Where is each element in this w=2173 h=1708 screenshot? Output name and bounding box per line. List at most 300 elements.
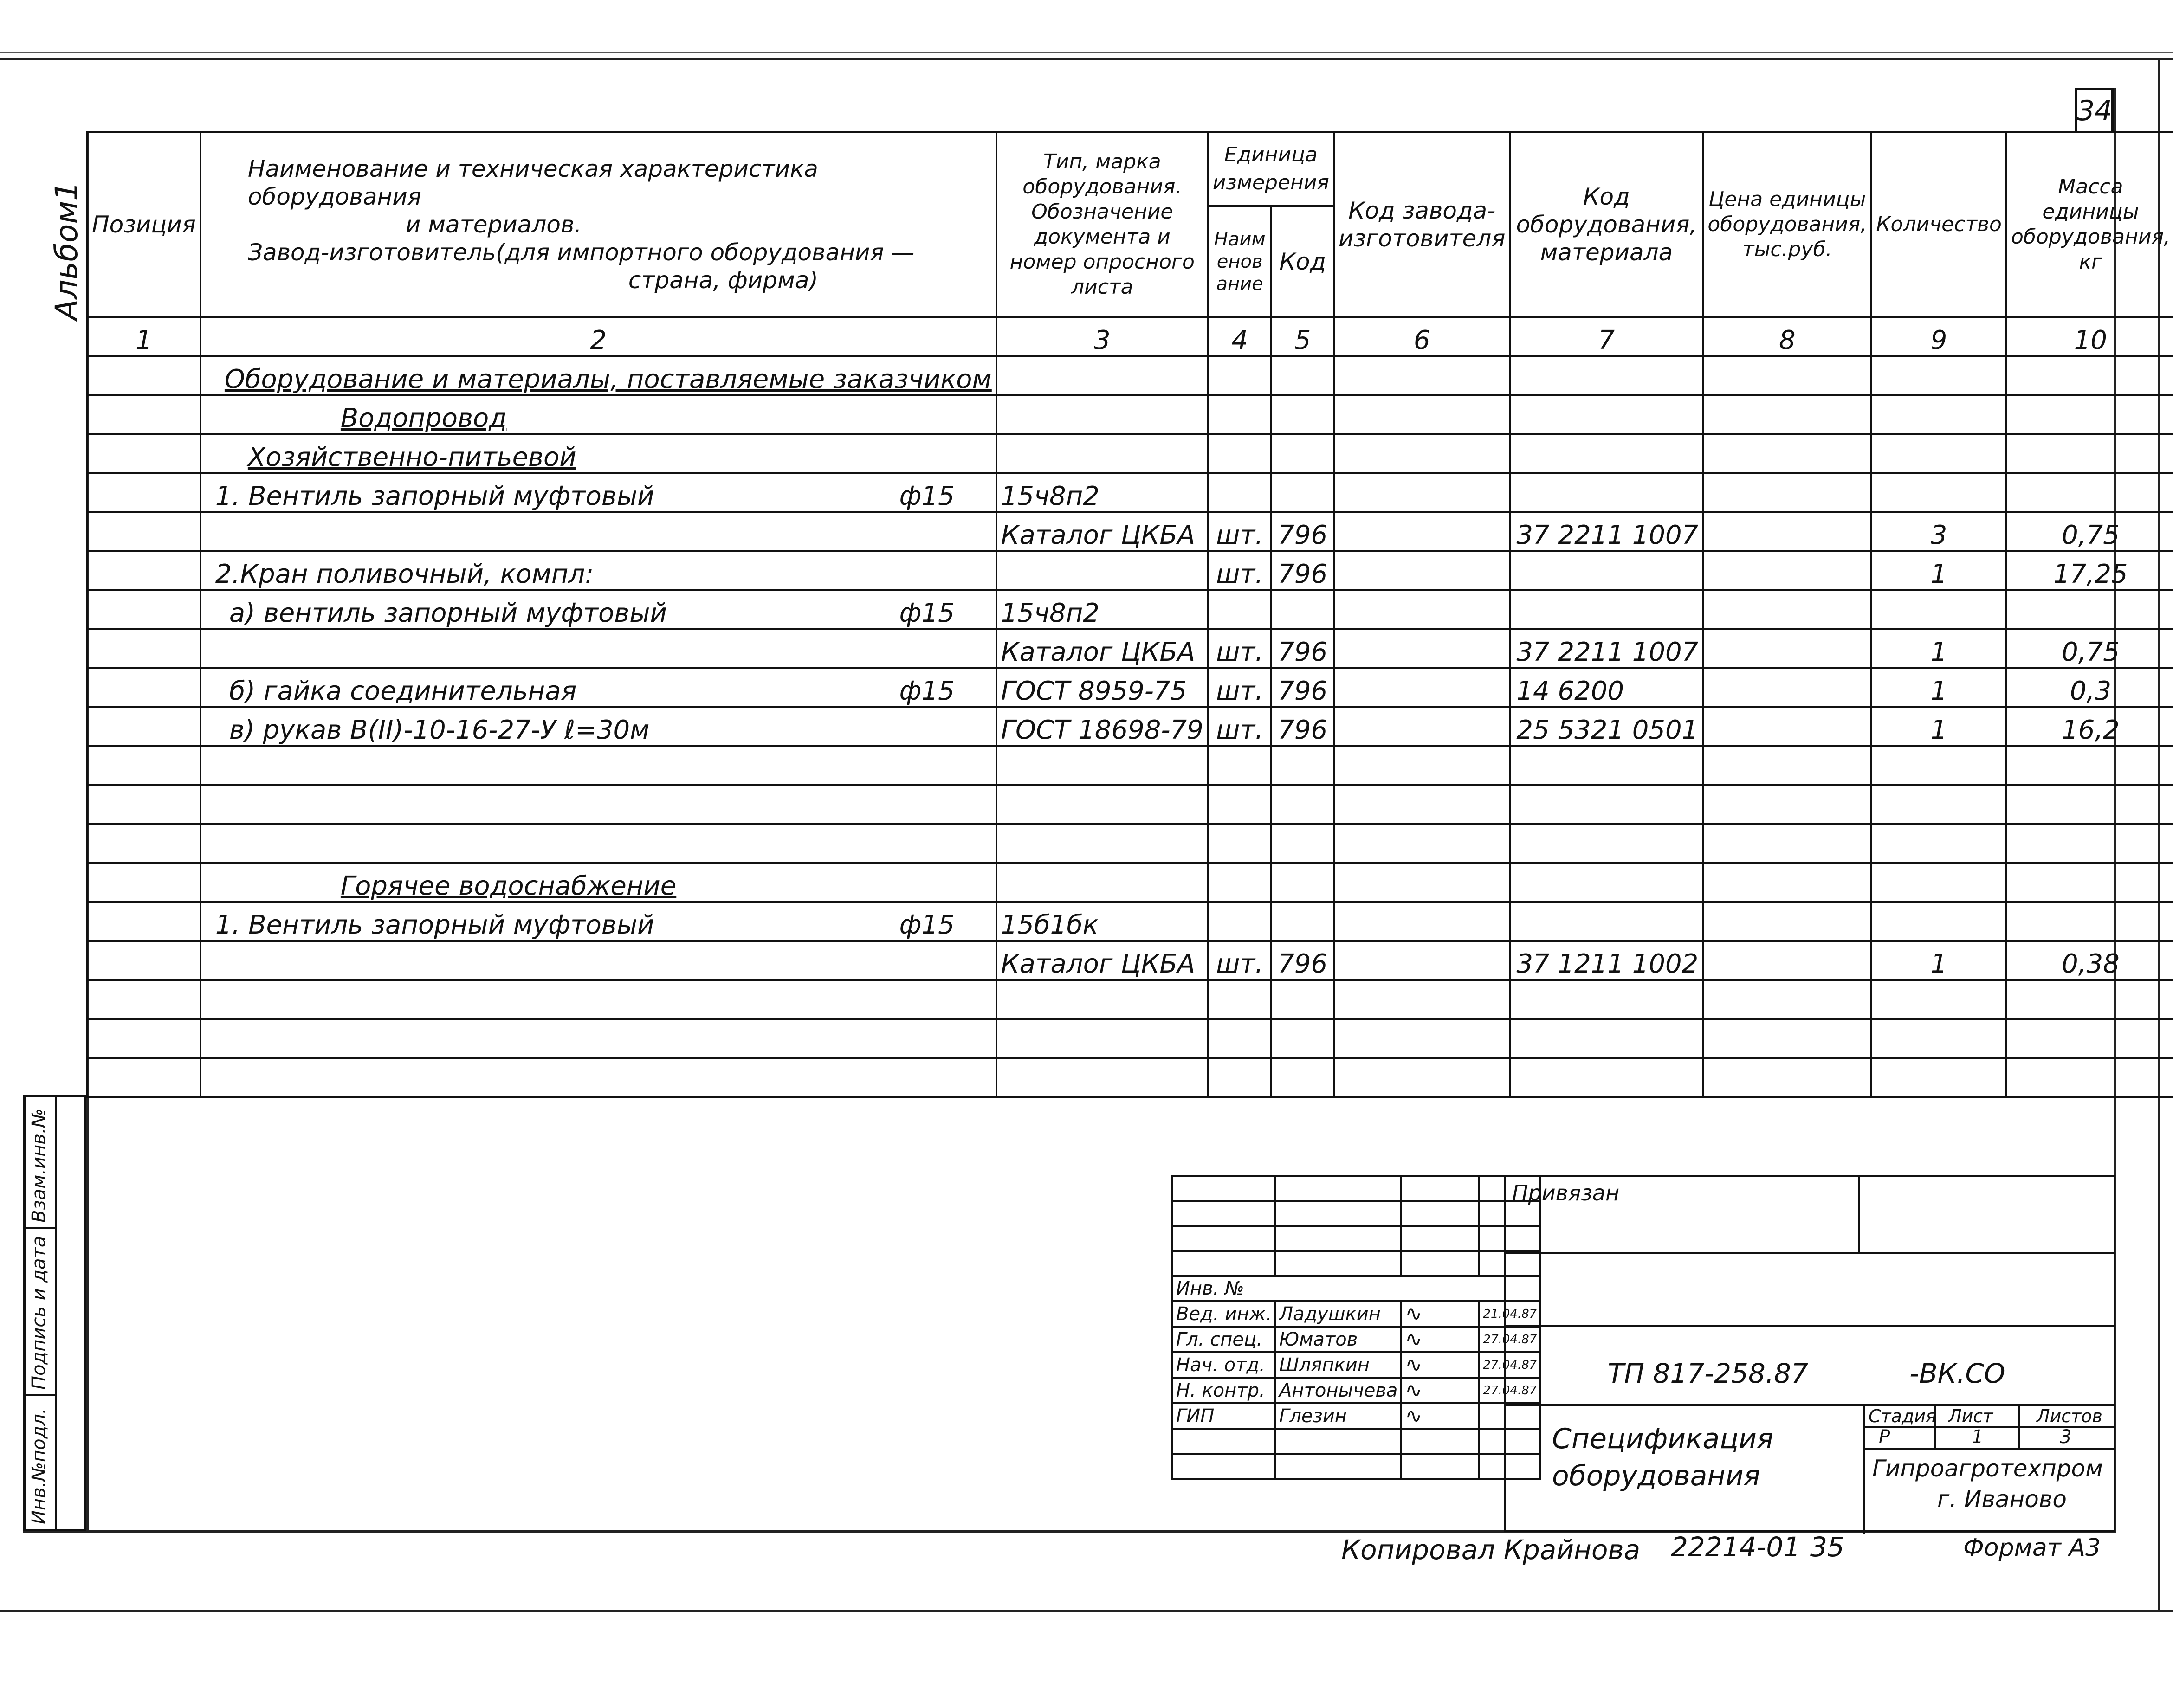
cell-position — [87, 668, 200, 707]
cell-name — [200, 356, 996, 395]
cell-name — [200, 629, 996, 668]
signature-cell — [1401, 1378, 1479, 1403]
handwritten-signature-icon: ∿ — [1405, 1302, 1423, 1326]
cell-material-code — [1510, 746, 1703, 785]
cell-plant-code — [1334, 473, 1510, 512]
cell-mass — [2006, 1019, 2173, 1058]
title-right-block — [1504, 1175, 2115, 1532]
cell-position — [87, 590, 200, 629]
cell-plant-code — [1334, 434, 1510, 473]
title-h1 — [1506, 1252, 2114, 1254]
item-diameter: ф15 — [899, 481, 955, 511]
cell-position — [87, 512, 200, 551]
cell-unit-code — [1271, 473, 1333, 512]
header-row-1 — [87, 132, 2173, 206]
specification-body — [87, 356, 2173, 1097]
cell-position — [87, 473, 200, 512]
item-name: Оборудование и материалы, поставляемые заказчиком — [224, 364, 992, 394]
copied-by: Копировал Крайнова — [1341, 1534, 1641, 1566]
cell-material-code: 37 2211 1007 — [1510, 629, 1703, 668]
cell-type: 15б1бк — [996, 902, 1208, 941]
cell-unit-name — [1208, 863, 1272, 902]
cell-mass — [2006, 980, 2173, 1019]
cell-mass — [2006, 785, 2173, 824]
handwritten-signature-icon: ∿ — [1405, 1379, 1423, 1402]
handwritten-signature-icon: ∿ — [1405, 1328, 1423, 1351]
sheets-value: 3 — [2060, 1426, 2072, 1448]
cell-name — [200, 941, 996, 980]
cell-quantity — [1871, 980, 2006, 1019]
sheet-label: Лист — [1948, 1406, 1993, 1426]
cell-position — [87, 1019, 200, 1058]
top-border-line-outer — [0, 52, 2173, 53]
cell-material-code — [1510, 980, 1703, 1019]
cell-plant-code — [1334, 824, 1510, 863]
colnum-6: 6 — [1334, 317, 1510, 356]
cell-mass — [2006, 395, 2173, 434]
item-name: 1. Вентиль запорный муфтовый — [215, 910, 654, 940]
table-row — [87, 824, 2173, 863]
cell-quantity — [1871, 590, 2006, 629]
cell-material-code — [1510, 863, 1703, 902]
cell-type: Каталог ЦКБА — [996, 629, 1208, 668]
cell-mass — [2006, 356, 2173, 395]
colnum-2: 2 — [200, 317, 996, 356]
cell-material-code — [1510, 590, 1703, 629]
cell-unit-code: 796 — [1271, 629, 1333, 668]
colnum-10: 10 — [2006, 317, 2173, 356]
header-mass: Масса единицы оборудования, кг — [2006, 132, 2173, 317]
table-row — [87, 941, 2173, 980]
cell-name — [200, 863, 996, 902]
item-name: Хозяйственно-питьевой — [247, 442, 576, 472]
table-row — [87, 434, 2173, 473]
top-border-line — [0, 58, 2173, 60]
stage-grid-h — [1865, 1426, 2114, 1428]
cell-name — [200, 1019, 996, 1058]
cell-unit-code: 796 — [1271, 512, 1333, 551]
role-cell: Нач. отд. — [1172, 1352, 1275, 1378]
cell-unit-code — [1271, 1058, 1333, 1097]
header-quantity: Количество — [1871, 132, 2006, 317]
signature-row — [1172, 1352, 1540, 1378]
cell-type — [996, 824, 1208, 863]
signature-cell — [1401, 1403, 1479, 1429]
cell-quantity: 1 — [1871, 668, 2006, 707]
side-stamp-vzam: Взам.инв.№ — [28, 1108, 50, 1223]
cell-type: ГОСТ 8959-75 — [996, 668, 1208, 707]
cell-quantity — [1871, 824, 2006, 863]
cell-mass: 16,2 — [2006, 707, 2173, 746]
signature-row — [1172, 1327, 1540, 1352]
title-h2 — [1506, 1325, 2114, 1327]
header-name-line2: и материалов. — [405, 211, 582, 238]
cell-unit-name: шт. — [1208, 512, 1272, 551]
header-material-code: Код оборудования, материала — [1510, 132, 1703, 317]
name-cell: Глезин — [1275, 1403, 1401, 1429]
cell-name — [200, 590, 996, 629]
role-cell: Н. контр. — [1172, 1378, 1275, 1403]
name-cell: Юматов — [1275, 1327, 1401, 1352]
cell-material-code — [1510, 473, 1703, 512]
cell-quantity — [1871, 1058, 2006, 1097]
bottom-border-line — [0, 1610, 2173, 1612]
order-number: 22214-01 — [1671, 1531, 1801, 1563]
colnum-9: 9 — [1871, 317, 2006, 356]
cell-plant-code — [1334, 551, 1510, 590]
cell-type: ГОСТ 18698-79 — [996, 707, 1208, 746]
role-cell: Гл. спец. — [1172, 1327, 1275, 1352]
signature-rows — [1172, 1301, 1540, 1429]
cell-unit-code — [1271, 434, 1333, 473]
cell-position — [87, 746, 200, 785]
table-row — [87, 863, 2173, 902]
colnum-5: 5 — [1271, 317, 1333, 356]
cell-type — [996, 356, 1208, 395]
stage-grid-h2 — [1865, 1448, 2114, 1450]
doc-title-line2: оборудования — [1552, 1460, 1760, 1492]
colnum-8: 8 — [1703, 317, 1871, 356]
cell-type: Каталог ЦКБА — [996, 941, 1208, 980]
cell-unit-code — [1271, 590, 1333, 629]
column-number-row — [87, 317, 2173, 356]
cell-unit-code: 796 — [1271, 551, 1333, 590]
cell-name — [200, 395, 996, 434]
cell-mass: 0,38 — [2006, 941, 2173, 980]
specification-table — [86, 131, 2173, 1098]
cell-unit-name — [1208, 980, 1272, 1019]
cell-name — [200, 902, 996, 941]
cell-name — [200, 1058, 996, 1097]
cell-price — [1703, 473, 1871, 512]
table-row — [87, 395, 2173, 434]
cell-plant-code — [1334, 590, 1510, 629]
cell-plant-code — [1334, 512, 1510, 551]
table-row — [87, 1019, 2173, 1058]
cell-quantity: 3 — [1871, 512, 2006, 551]
name-cell: Антонычева — [1275, 1378, 1401, 1403]
cell-price — [1703, 863, 1871, 902]
cell-unit-name — [1208, 824, 1272, 863]
privyazan-label: Привязан — [1512, 1180, 1620, 1205]
item-name: в) рукав В(II)-10-16-27-У ℓ=30м — [229, 715, 650, 745]
side-stamp-inv: Инв.№подл. — [28, 1408, 50, 1524]
table-row — [87, 707, 2173, 746]
cell-price — [1703, 941, 1871, 980]
item-name: 2.Кран поливочный, компл: — [215, 559, 594, 589]
cell-type — [996, 395, 1208, 434]
stage-grid — [1865, 1406, 2114, 1448]
signature-table — [1171, 1175, 1541, 1480]
handwritten-signature-icon: ∿ — [1405, 1404, 1423, 1428]
header-type: Тип, марка оборудования. Обозначение документа и номер опросного листа — [996, 132, 1208, 317]
doc-title-line1: Спецификация — [1552, 1423, 1774, 1455]
cell-unit-code: 796 — [1271, 941, 1333, 980]
cell-quantity — [1871, 746, 2006, 785]
cell-unit-name — [1208, 395, 1272, 434]
cell-price — [1703, 785, 1871, 824]
cell-material-code: 25 5321 0501 — [1510, 707, 1703, 746]
cell-position — [87, 902, 200, 941]
cell-mass — [2006, 590, 2173, 629]
signature-cell — [1401, 1327, 1479, 1352]
cell-name — [200, 473, 996, 512]
item-name: б) гайка соединительная — [229, 676, 577, 706]
cell-quantity — [1871, 473, 2006, 512]
cell-material-code — [1510, 824, 1703, 863]
table-row — [87, 512, 2173, 551]
cell-mass: 0,75 — [2006, 629, 2173, 668]
cell-plant-code — [1334, 395, 1510, 434]
cell-price — [1703, 395, 1871, 434]
header-name-line1: Наименование и техническая характеристика оборудования — [247, 155, 818, 210]
cell-unit-code: 796 — [1271, 707, 1333, 746]
table-row — [87, 980, 2173, 1019]
cell-position — [87, 356, 200, 395]
cell-type: 15ч8п2 — [996, 590, 1208, 629]
cell-material-code — [1510, 1058, 1703, 1097]
signature-cell — [1401, 1352, 1479, 1378]
cell-unit-name — [1208, 434, 1272, 473]
side-stamp-h2 — [26, 1394, 55, 1396]
cell-price — [1703, 434, 1871, 473]
cell-unit-name: шт. — [1208, 629, 1272, 668]
format-label: Формат А3 — [1963, 1534, 2101, 1562]
cell-position — [87, 785, 200, 824]
cell-quantity — [1871, 356, 2006, 395]
header-unit-group: Единица измерения — [1208, 132, 1334, 206]
cell-quantity: 1 — [1871, 551, 2006, 590]
cell-quantity — [1871, 434, 2006, 473]
cell-mass — [2006, 473, 2173, 512]
cell-plant-code — [1334, 746, 1510, 785]
cell-material-code — [1510, 395, 1703, 434]
cell-unit-code — [1271, 785, 1333, 824]
header-name-line3: Завод-изготовитель(для импортного оборудования — — [247, 239, 915, 266]
stage-label: Стадия — [1869, 1406, 1936, 1426]
cell-position — [87, 824, 200, 863]
header-name — [200, 132, 996, 317]
cell-name — [200, 785, 996, 824]
cell-mass — [2006, 824, 2173, 863]
cell-unit-code — [1271, 902, 1333, 941]
cell-unit-name — [1208, 473, 1272, 512]
cell-unit-code: 796 — [1271, 668, 1333, 707]
footer-page: 35 — [1810, 1531, 1844, 1563]
table-row — [87, 785, 2173, 824]
cell-plant-code — [1334, 707, 1510, 746]
inv-no-label: Инв. № — [1176, 1278, 1244, 1299]
table-row — [87, 473, 2173, 512]
stage-grid-v2 — [2018, 1406, 2020, 1449]
cell-position — [87, 395, 200, 434]
cell-type — [996, 1019, 1208, 1058]
cell-mass: 0,3 — [2006, 668, 2173, 707]
cell-quantity: 1 — [1871, 707, 2006, 746]
cell-price — [1703, 629, 1871, 668]
signature-row — [1172, 1378, 1540, 1403]
table-row — [87, 590, 2173, 629]
cell-unit-code — [1271, 863, 1333, 902]
cell-unit-name: шт. — [1208, 941, 1272, 980]
header-unit-code: Код — [1271, 206, 1333, 317]
cell-unit-name: шт. — [1208, 668, 1272, 707]
cell-material-code — [1510, 356, 1703, 395]
colnum-3: 3 — [996, 317, 1208, 356]
cell-unit-code — [1271, 1019, 1333, 1058]
cell-plant-code — [1334, 980, 1510, 1019]
sheet-number-box — [2075, 88, 2114, 131]
sheets-label: Листов — [2037, 1406, 2102, 1426]
cell-unit-code — [1271, 395, 1333, 434]
cell-unit-name — [1208, 1058, 1272, 1097]
cell-quantity — [1871, 395, 2006, 434]
cell-material-code — [1510, 1019, 1703, 1058]
cell-price — [1703, 824, 1871, 863]
date-cell: 21.04.87 — [1479, 1301, 1540, 1327]
cell-quantity: 1 — [1871, 941, 2006, 980]
cell-mass — [2006, 902, 2173, 941]
side-stamp-h1 — [26, 1227, 55, 1229]
cell-unit-code — [1271, 824, 1333, 863]
cell-position — [87, 629, 200, 668]
cell-price — [1703, 1019, 1871, 1058]
cell-unit-name — [1208, 746, 1272, 785]
cell-type: Каталог ЦКБА — [996, 512, 1208, 551]
cell-price — [1703, 590, 1871, 629]
cell-position — [87, 863, 200, 902]
cell-price — [1703, 356, 1871, 395]
cell-unit-name — [1208, 1019, 1272, 1058]
cell-name — [200, 707, 996, 746]
date-cell: 27.04.87 — [1479, 1378, 1540, 1403]
cell-unit-name: шт. — [1208, 707, 1272, 746]
table-row — [87, 356, 2173, 395]
privyazan-divider — [1858, 1177, 1860, 1252]
cell-name — [200, 668, 996, 707]
cell-plant-code — [1334, 1058, 1510, 1097]
cell-quantity — [1871, 1019, 2006, 1058]
cell-material-code — [1510, 434, 1703, 473]
cell-type — [996, 746, 1208, 785]
role-cell: ГИП — [1172, 1403, 1275, 1429]
cell-price — [1703, 980, 1871, 1019]
name-cell: Шляпкин — [1275, 1352, 1401, 1378]
cell-mass — [2006, 434, 2173, 473]
cell-plant-code — [1334, 863, 1510, 902]
item-diameter: ф15 — [899, 598, 955, 628]
cell-type — [996, 434, 1208, 473]
cell-material-code — [1510, 551, 1703, 590]
cell-name — [200, 746, 996, 785]
table-row — [87, 746, 2173, 785]
cell-unit-name — [1208, 902, 1272, 941]
item-diameter: ф15 — [899, 910, 955, 940]
date-cell: 27.04.87 — [1479, 1352, 1540, 1378]
header-unit-name: Наименование — [1208, 206, 1272, 317]
cell-quantity — [1871, 785, 2006, 824]
colnum-1: 1 — [87, 317, 200, 356]
cell-unit-code — [1271, 746, 1333, 785]
cell-position — [87, 551, 200, 590]
colnum-7: 7 — [1510, 317, 1703, 356]
signature-row — [1172, 1403, 1540, 1429]
cell-type: 15ч8п2 — [996, 473, 1208, 512]
cell-plant-code — [1334, 356, 1510, 395]
cell-type — [996, 863, 1208, 902]
cell-unit-code — [1271, 980, 1333, 1019]
cell-name — [200, 551, 996, 590]
cell-price — [1703, 902, 1871, 941]
cell-position — [87, 434, 200, 473]
header-name-line4: страна, фирма) — [628, 267, 818, 294]
side-stamp — [23, 1095, 86, 1531]
org-line1: Гипроагротехпром — [1872, 1455, 2103, 1482]
name-cell: Ладушкин — [1275, 1301, 1401, 1327]
colnum-4: 4 — [1208, 317, 1272, 356]
signature-row — [1172, 1301, 1540, 1327]
table-row — [87, 1058, 2173, 1097]
handwritten-signature-icon: ∿ — [1405, 1353, 1423, 1377]
table-row — [87, 629, 2173, 668]
signature-cell — [1401, 1301, 1479, 1327]
cell-quantity: 1 — [1871, 629, 2006, 668]
cell-plant-code — [1334, 1019, 1510, 1058]
cell-name — [200, 824, 996, 863]
doc-number: ТП 817-258.87 — [1608, 1358, 1809, 1389]
table-row — [87, 668, 2173, 707]
cell-type — [996, 785, 1208, 824]
cell-price — [1703, 551, 1871, 590]
item-diameter: ф15 — [899, 676, 955, 706]
cell-type — [996, 551, 1208, 590]
cell-plant-code — [1334, 902, 1510, 941]
cell-position — [87, 707, 200, 746]
cell-material-code: 37 1211 1002 — [1510, 941, 1703, 980]
item-name: Водопровод — [340, 403, 507, 433]
cell-material-code — [1510, 902, 1703, 941]
stage-value: Р — [1879, 1426, 1890, 1448]
item-name: 1. Вентиль запорный муфтовый — [215, 481, 654, 511]
cell-price — [1703, 1058, 1871, 1097]
table-row — [87, 551, 2173, 590]
doc-suffix: -ВК.СО — [1909, 1358, 2005, 1389]
cell-unit-name: шт. — [1208, 551, 1272, 590]
cell-type — [996, 980, 1208, 1019]
sheet-number: 34 — [2077, 95, 2113, 127]
header-plant-code: Код завода-изготовителя — [1334, 132, 1510, 317]
cell-quantity — [1871, 902, 2006, 941]
cell-plant-code — [1334, 785, 1510, 824]
cell-mass: 0,75 — [2006, 512, 2173, 551]
cell-plant-code — [1334, 629, 1510, 668]
date-cell: 27.04.87 — [1479, 1327, 1540, 1352]
side-stamp-divider — [55, 1097, 57, 1529]
role-cell: Вед. инж. — [1172, 1301, 1275, 1327]
header-price: Цена единицы оборудования, тыс.руб. — [1703, 132, 1871, 317]
cell-unit-code — [1271, 356, 1333, 395]
cell-price — [1703, 707, 1871, 746]
cell-mass: 17,25 — [2006, 551, 2173, 590]
cell-name — [200, 434, 996, 473]
cell-position — [87, 941, 200, 980]
cell-quantity — [1871, 863, 2006, 902]
cell-price — [1703, 746, 1871, 785]
cell-price — [1703, 512, 1871, 551]
cell-mass — [2006, 863, 2173, 902]
cell-unit-name — [1208, 590, 1272, 629]
cell-unit-name — [1208, 356, 1272, 395]
